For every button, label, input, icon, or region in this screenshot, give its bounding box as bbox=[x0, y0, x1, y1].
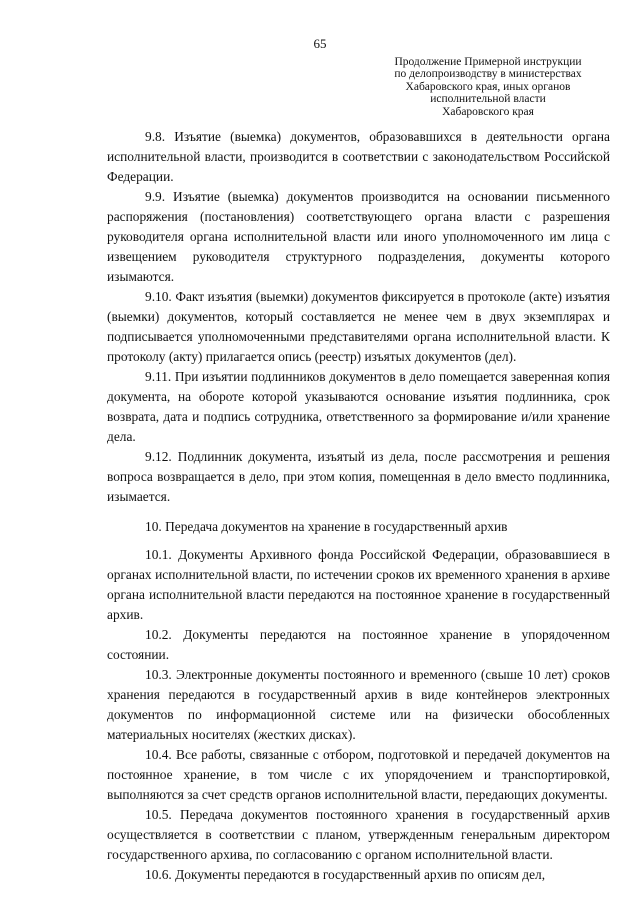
page-number: 65 bbox=[313, 36, 327, 51]
header-line: Хабаровского края bbox=[442, 105, 534, 118]
paragraph-10-2: 10.2. Документы передаются на постоянное хранение в упорядоченном состоянии. bbox=[107, 627, 610, 662]
paragraph-10-3: 10.3. Электронные документы постоянного и временного (свыше 10 лет) сроков хранения передаются в государственный архив в виде контейнеров электронных документов по информационной системе или на физически обособленных материальных носителях (жестких дисках). bbox=[107, 667, 610, 742]
paragraph-10-1: 10.1. Документы Архивного фонда Российской Федерации, образовавшиеся в органах исполнительной власти, по истечении сроков их временного хранения в архиве органа исполнительной власти передаются на постоянное хранение в государственный архив. bbox=[107, 547, 610, 622]
document-header-note bbox=[368, 56, 608, 118]
header-line: Продолжение Примерной инструкции bbox=[394, 56, 582, 68]
header-line: исполнительной власти bbox=[430, 93, 546, 106]
paragraph-9-12: 9.12. Подлинник документа, изъятый из дела, после рассмотрения и решения вопроса возвращается в дело, при этом копия, помещенная в дело вместо подлинника, изымается. bbox=[107, 449, 610, 504]
header-line: по делопроизводству в министерствах bbox=[394, 68, 582, 81]
paragraph-9-10: 9.10. Факт изъятия (выемки) документов фиксируется в протоколе (акте) изъятия (выемки) документов, который составляется не менее чем в двух экземплярах и подписывается уполномоченными представителями органа исполнительной власти. К протоколу (акту) прилагается опись (реестр) изъятых документов (дел). bbox=[107, 289, 610, 364]
paragraph-9-11: 9.11. При изъятии подлинников документов в дело помещается заверенная копия документа, на обороте которой указываются основание изъятия подлинника, срок возврата, дата и подпись сотрудника, ответственного за формирование и/или хранение дела. bbox=[107, 369, 610, 444]
paragraph-10-6: 10.6. Документы передаются в государственный архив по описям дел, bbox=[145, 867, 546, 882]
document-body bbox=[107, 127, 610, 885]
section-heading-10: 10. Передача документов на хранение в государственный архив bbox=[145, 519, 508, 534]
paragraph-9-8: 9.8. Изъятие (выемка) документов, образовавшихся в деятельности органа исполнительной власти, производится в соответствии с законодательством Российской Федерации. bbox=[107, 129, 610, 184]
header-line: Хабаровского края, иных органов bbox=[405, 80, 571, 93]
paragraph-9-9: 9.9. Изъятие (выемка) документов производится на основании письменного распоряжения (постановления) соответствующего органа власти с разрешения руководителя органа исполнительной власти или иного уполномоченного им лица с извещением руководителя структурного подразделения, документы которого изымаются. bbox=[107, 189, 610, 284]
paragraph-10-5: 10.5. Передача документов постоянного хранения в государственный архив осуществляется в соответствии с планом, утвержденным генеральным директором государственного архива, по согласованию с органом исполнительной власти. bbox=[107, 807, 610, 862]
paragraph-10-4: 10.4. Все работы, связанные с отбором, подготовкой и передачей документов на постоянное хранение, в том числе с их упорядочением и транспортировкой, выполняются за счет средств органов исполнительной власти, передающих документы. bbox=[107, 747, 610, 802]
